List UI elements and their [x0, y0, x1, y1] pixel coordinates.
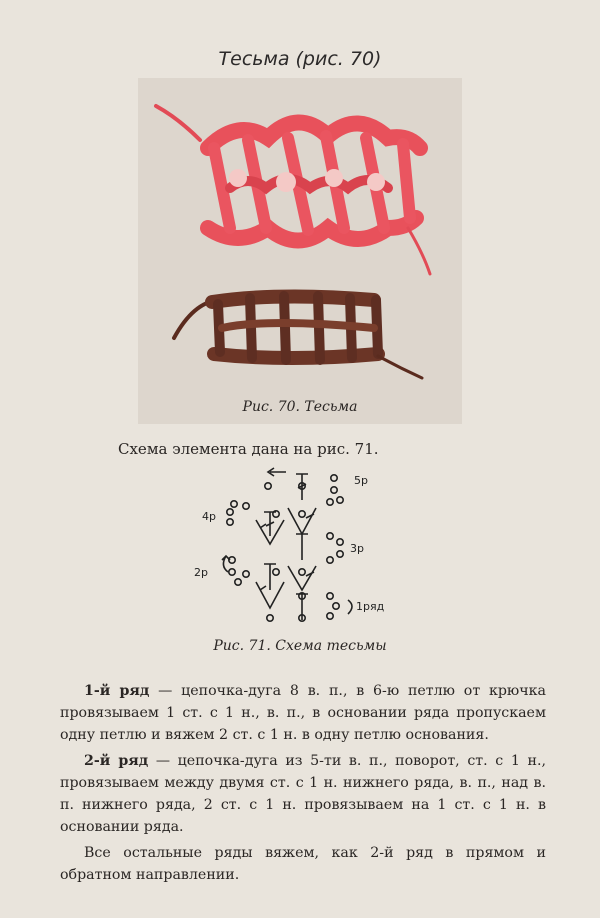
- chain-loops: [227, 475, 343, 621]
- row-label-5: 5р: [354, 474, 368, 487]
- row-label-1: 1ряд: [356, 600, 385, 613]
- row-label-3: 3р: [350, 542, 364, 555]
- row-2-label: 2-й ряд: [84, 753, 149, 769]
- row-label-2: 2р: [194, 566, 208, 579]
- row-turn-arrow: [222, 556, 230, 572]
- double-crochet-stitches: [256, 474, 316, 620]
- pink-braid: [156, 106, 430, 274]
- instructions: [60, 680, 546, 890]
- paragraph-rest: [60, 842, 546, 886]
- row-1-label: 1-й ряд: [84, 683, 150, 699]
- intro-text: Схема элемента дана на рис. 71.: [118, 440, 379, 458]
- rest-text: Все остальные ряды вяжем, как 2-й ряд в прямом и обратном направлении.: [60, 845, 546, 883]
- paragraph-row-1: [60, 680, 546, 746]
- braid-photo: [138, 78, 462, 424]
- start-arrow: [348, 600, 352, 614]
- paragraph-row-2: [60, 750, 546, 838]
- crochet-scheme: [190, 464, 400, 634]
- page-title: Тесьма (рис. 70): [218, 48, 382, 70]
- braid-photo-image: [138, 78, 462, 424]
- direction-arrow: [268, 468, 286, 476]
- row-label-4: 4р: [202, 510, 216, 523]
- photo-caption: Рис. 70. Тесьма: [242, 399, 358, 415]
- scheme-caption: Рис. 71. Схема тесьмы: [213, 638, 387, 654]
- row-2-text: — цепочка-дуга из 5-ти в. п., поворот, ст. с 1 н., провязываем между двумя ст. с 1 н. нижнего ряда, в. п., над в. п. нижнего ряда, 2 ст. с 1 н. провязываем на 1 ст. с 1 н. в основании ряда.: [60, 753, 546, 835]
- row-1-text: — цепочка-дуга 8 в. п., в 6-ю петлю от крючка провязываем 1 ст. с 1 н., в. п., в основании ряда пропускаем одну петлю и вяжем 2 ст. с 1 н. в одну петлю основания.: [60, 683, 546, 743]
- brown-braid: [174, 296, 422, 378]
